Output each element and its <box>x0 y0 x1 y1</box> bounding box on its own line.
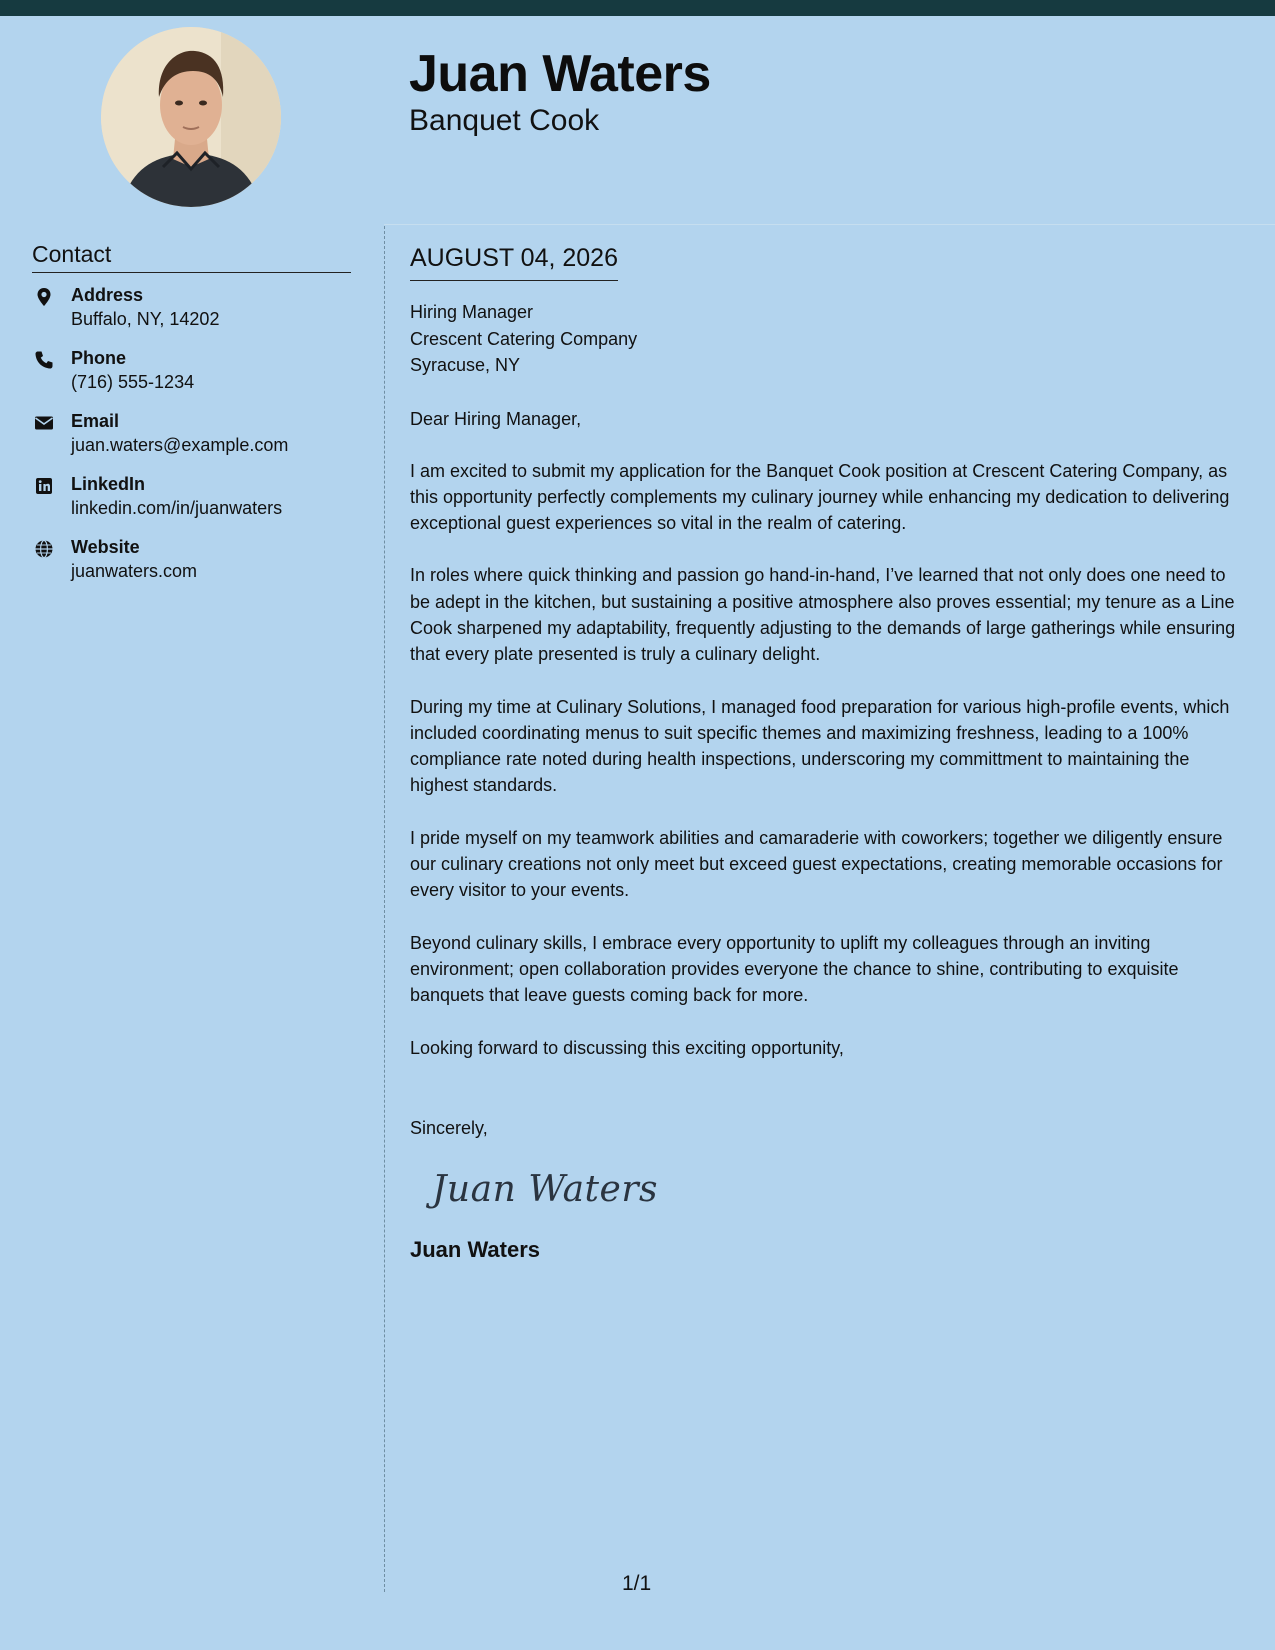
email-link[interactable]: juan.waters@example.com <box>71 435 289 455</box>
contact-label: Phone <box>71 348 127 368</box>
contact-label: Website <box>71 537 140 557</box>
profile-photo-illustration <box>101 27 281 207</box>
letter-closing: Looking forward to discussing this exciting opportunity, <box>410 1037 844 1058</box>
location-pin-icon <box>34 287 54 307</box>
top-accent-bar <box>0 0 1275 16</box>
linkedin-link[interactable]: linkedin.com/in/juanwaters <box>71 498 283 518</box>
recipient-line: Syracuse, NY <box>410 355 521 375</box>
candidate-title: Banquet Cook <box>409 104 600 137</box>
contact-item-phone <box>32 346 351 409</box>
letter-paragraph: In roles where quick thinking and passion go hand-in-hand, I’ve learned that not only does one need to be adept in the kitchen, but sustaining a positive atmosphere also proves essential; my tenure as a Line Cook sharpened my adaptability, frequently adjusting to the demands of large gatherings while ensuring that every plate presented is truly a culinary delight. <box>410 565 1236 665</box>
letter-paragraph: I pride myself on my teamwork abilities and camaraderie with coworkers; together we diligently ensure our culinary creations not only meet but exceed guest expectations, creating memorable occasions for every visitor to your events. <box>410 827 1223 901</box>
envelope-icon <box>34 413 54 433</box>
letter-paragraph: During my time at Culinary Solutions, I managed food preparation for various high-profile events, which included coordinating menus to suit specific themes and maximizing freshness, leading to a 100% compliance rate noted during health inspections, underscoring my committment to maintaining the highest standards. <box>410 696 1230 796</box>
recipient-block <box>410 299 1250 379</box>
profile-photo <box>101 27 281 207</box>
contact-item-website <box>32 535 351 598</box>
contact-label: Email <box>71 411 120 431</box>
letter-paragraph: Beyond culinary skills, I embrace every opportunity to uplift my colleagues through an inviting environment; open collaboration provides everyone the chance to shine, contributing to exquisite banquets that leave guests coming back for more. <box>410 932 1179 1006</box>
candidate-name: Juan Waters <box>409 45 711 103</box>
signer-name: Juan Waters <box>410 1236 541 1262</box>
website-link[interactable]: juanwaters.com <box>71 561 198 581</box>
header-divider <box>384 224 1275 225</box>
contact-item-linkedin <box>32 472 351 535</box>
contact-heading: Contact <box>32 241 351 273</box>
letter-greeting: Dear Hiring Manager, <box>410 408 582 429</box>
contact-label: Address <box>71 285 144 305</box>
handwritten-signature: Juan Waters <box>432 1168 658 1210</box>
contact-sidebar <box>32 241 351 598</box>
recipient-line: Crescent Catering Company <box>410 328 638 349</box>
recipient-line: Hiring Manager <box>410 302 534 322</box>
contact-item-address <box>32 283 351 346</box>
globe-icon <box>34 539 54 559</box>
page-number: 1/1 <box>622 1572 652 1595</box>
phone-icon <box>34 350 54 370</box>
column-divider <box>384 226 385 1592</box>
phone-value: (716) 555-1234 <box>71 372 195 392</box>
contact-list <box>32 283 351 598</box>
contact-item-email <box>32 409 351 472</box>
letter-signoff: Sincerely, <box>410 1117 488 1138</box>
letter-body <box>410 244 1250 1263</box>
contact-label: LinkedIn <box>71 474 146 494</box>
address-value: Buffalo, NY, 14202 <box>71 309 220 329</box>
linkedin-icon <box>34 476 54 496</box>
letter-paragraph: I am excited to submit my application for the Banquet Cook position at Crescent Catering Company, as this opportunity perfectly complements my culinary journey while enhancing my dedication to delivering exceptional guest experiences so vital in the realm of catering. <box>410 460 1230 534</box>
letter-date: AUGUST 04, 2026 <box>410 244 618 281</box>
